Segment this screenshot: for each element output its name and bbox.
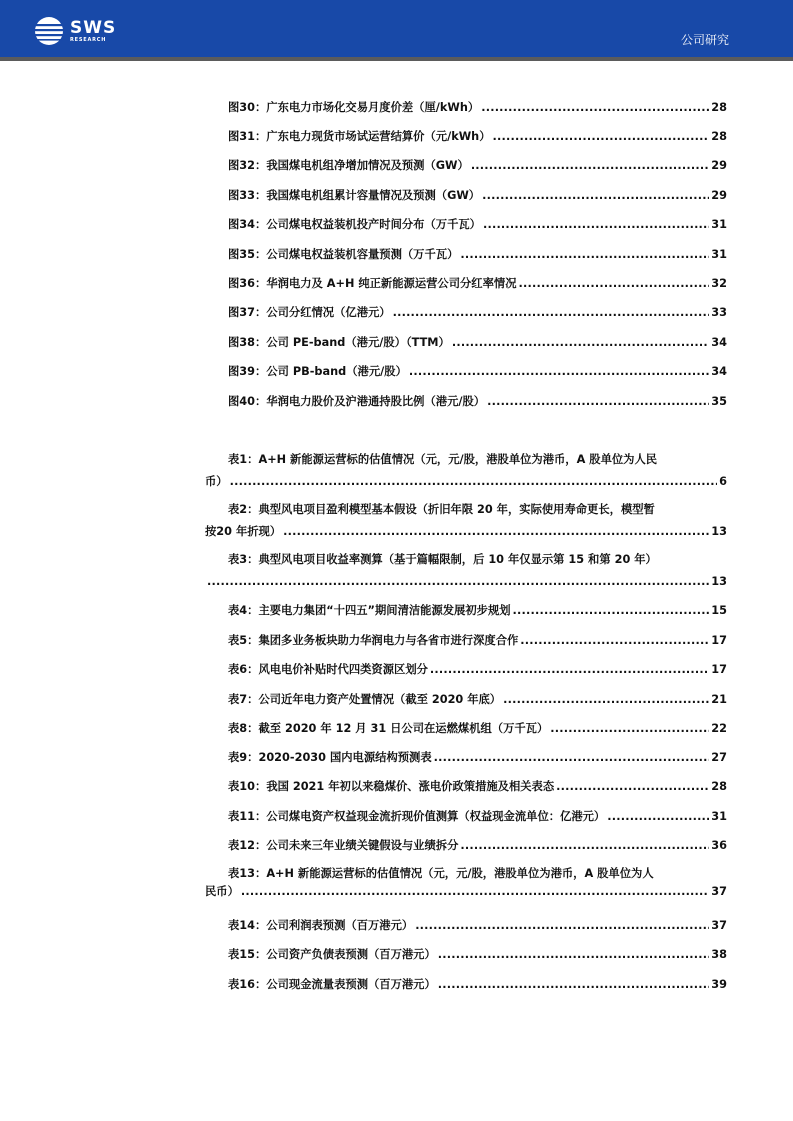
toc-page-number: 13: [711, 575, 727, 588]
toc-entry-title-continued: 民币）: [205, 885, 239, 898]
toc-entry-table[interactable]: [228, 751, 727, 765]
toc-entry-table[interactable]: [228, 604, 727, 618]
dot-leader: [520, 634, 709, 648]
toc-entry-title: 表10：我国 2021 年初以来稳煤价、涨电价政策措施及相关表态: [228, 780, 555, 793]
dot-leader: [241, 885, 709, 899]
dot-leader: [481, 101, 709, 115]
toc-entry-table[interactable]: [228, 693, 727, 707]
toc-page-number: 35: [711, 395, 727, 408]
toc-entry-figure[interactable]: [228, 306, 727, 320]
toc-page-number: 17: [711, 663, 727, 676]
toc-page-number: 27: [711, 751, 727, 764]
toc-page-number: 17: [711, 634, 727, 647]
toc-entry-table[interactable]: [228, 663, 727, 677]
dot-leader: [460, 839, 709, 853]
toc-entry-table[interactable]: [228, 810, 727, 824]
toc-page-number: 31: [711, 218, 727, 231]
toc-page-number: 31: [711, 248, 727, 261]
dot-leader: [230, 475, 718, 489]
toc-entry-table[interactable]: [228, 780, 727, 794]
toc-page-number: 32: [711, 277, 727, 290]
dot-leader: [493, 130, 710, 144]
dot-leader: [483, 218, 709, 232]
toc-entry-figure[interactable]: [228, 159, 727, 173]
toc-entry-table[interactable]: [228, 948, 727, 962]
toc-entry-table[interactable]: [205, 553, 727, 589]
dot-leader: [438, 978, 709, 992]
toc-entry-title-continued: 币）: [205, 475, 228, 488]
toc-entry-title: 表9：2020-2030 国内电源结构预测表: [228, 751, 432, 764]
toc-entry-table[interactable]: [228, 919, 727, 933]
header-label: 公司研究: [680, 33, 729, 47]
toc-entry-title: 表4：主要电力集团“十四五”期间清洁能源发展初步规划: [228, 604, 511, 617]
toc-entry-table[interactable]: [228, 634, 727, 648]
toc-entry-figure[interactable]: [228, 336, 727, 350]
toc-page-number: 31: [711, 810, 727, 823]
toc-entry-table[interactable]: [228, 978, 727, 992]
toc-entry-figure[interactable]: [228, 189, 727, 203]
dot-leader: [513, 604, 710, 618]
toc-entry-title: 表1：A+H 新能源运营标的估值情况（元，元/股，港股单位为港币，A 股单位为人民: [228, 453, 658, 466]
toc-page-number: 34: [711, 365, 727, 378]
toc-entry-title: 表3：典型风电项目收益率测算（基于篇幅限制，后 10 年仅显示第 15 和第 20 年）: [228, 553, 657, 566]
header-divider: [0, 57, 793, 61]
toc-page-number: 36: [711, 839, 727, 852]
toc-page-number: 28: [711, 101, 727, 114]
toc-entry-figure[interactable]: [228, 395, 727, 409]
toc-entry-title: 图35：公司煤电权益装机容量预测（万千瓦）: [228, 248, 459, 261]
toc-page-number: 29: [711, 159, 727, 172]
logo-subtext: RESEARCH: [70, 36, 107, 43]
dot-leader: [519, 277, 710, 291]
toc-page-number: 29: [711, 189, 727, 202]
toc-entry-title-continued: 按20 年折现）: [205, 525, 282, 538]
dot-leader: [452, 336, 709, 350]
toc-page-number: 21: [711, 693, 727, 706]
toc-entry-title: 图36：华润电力及 A+H 纯正新能源运营公司分红率情况: [228, 277, 517, 290]
toc-entry-title: 表13：A+H 新能源运营标的估值情况（元，元/股，港股单位为港币，A 股单位为人: [228, 867, 654, 880]
toc-page-number: 28: [711, 130, 727, 143]
toc-entry-figure[interactable]: [228, 130, 727, 144]
toc-entry-figure[interactable]: [228, 218, 727, 232]
globe-icon: [34, 16, 64, 46]
toc-entry-title: 图33：我国煤电机组累计容量情况及预测（GW）: [228, 189, 481, 202]
dot-leader: [393, 306, 710, 320]
toc-entry-title: 图39：公司 PB-band（港元/股）: [228, 365, 407, 378]
toc-entry-figure[interactable]: [228, 277, 727, 291]
toc-entry-figure[interactable]: [228, 248, 727, 262]
toc-page-number: 39: [711, 978, 727, 991]
header-bar: [0, 0, 793, 57]
toc-entry-title: 表2：典型风电项目盈利模型基本假设（折旧年限 20 年，实际使用寿命更长，模型暂: [228, 503, 655, 516]
toc-page-number: 6: [719, 475, 727, 488]
toc-entry-title: 表16：公司现金流量表预测（百万港元）: [228, 978, 436, 991]
toc-entry-title: 图32：我国煤电机组净增加情况及预测（GW）: [228, 159, 469, 172]
sws-logo: [34, 16, 116, 46]
dot-leader: [471, 159, 709, 173]
toc-entry-title: 图37：公司分红情况（亿港元）: [228, 306, 391, 319]
toc-entry-table[interactable]: [228, 722, 727, 736]
dot-leader: [409, 365, 709, 379]
toc-entry-title: 图40：华润电力股价及沪港通持股比例（港元/股）: [228, 395, 486, 408]
toc-entry-title: 表8：截至 2020 年 12 月 31 日公司在运燃煤机组（万千瓦）: [228, 722, 549, 735]
toc-entry-title: 表15：公司资产负债表预测（百万港元）: [228, 948, 436, 961]
toc-page-number: 37: [711, 919, 727, 932]
toc-entry-title: 表11：公司煤电资产权益现金流折现价值测算（权益现金流单位：亿港元）: [228, 810, 606, 823]
toc-entry-title: 图30：广东电力市场化交易月度价差（厘/kWh）: [228, 101, 480, 114]
dot-leader: [415, 919, 709, 933]
toc-page-number: 38: [711, 948, 727, 961]
toc-page-number: 15: [711, 604, 727, 617]
toc-page-number: 34: [711, 336, 727, 349]
toc-entry-title: 表6：风电电价补贴时代四类资源区划分: [228, 663, 428, 676]
logo-text: SWS: [70, 17, 117, 38]
dot-leader: [438, 948, 709, 962]
dot-leader: [503, 693, 709, 707]
dot-leader: [487, 395, 709, 409]
dot-leader: [607, 810, 709, 824]
dot-leader: [482, 189, 709, 203]
toc-entry-title: 表7：公司近年电力资产处置情况（截至 2020 年底）: [228, 693, 502, 706]
toc-page-number: 33: [711, 306, 727, 319]
dot-leader: [434, 751, 710, 765]
dot-leader: [460, 248, 709, 262]
toc-entry-title: 表5：集团多业务板块助力华润电力与各省市进行深度合作: [228, 634, 519, 647]
toc-entry-title: 图31：广东电力现货市场试运营结算价（元/kWh）: [228, 130, 491, 143]
dot-leader: [550, 722, 709, 736]
toc-page-number: 28: [711, 780, 727, 793]
toc-entry-table[interactable]: [205, 867, 727, 899]
dot-leader: [430, 663, 709, 677]
toc-page-number: 22: [711, 722, 727, 735]
toc-entry-title: 图38：公司 PE-band（港元/股）（TTM）: [228, 336, 450, 349]
toc-entry-figure[interactable]: [228, 101, 727, 115]
toc-entry-table[interactable]: [205, 453, 727, 489]
toc-entry-title: 表12：公司未来三年业绩关键假设与业绩拆分: [228, 839, 459, 852]
dot-leader: [207, 575, 709, 589]
toc-entry-title: 表14：公司利润表预测（百万港元）: [228, 919, 414, 932]
toc-page-number: 13: [711, 525, 727, 538]
toc-page-number: 37: [711, 885, 727, 898]
toc-entry-figure[interactable]: [228, 365, 727, 379]
toc-entry-table[interactable]: [205, 503, 727, 539]
toc-entry-table[interactable]: [228, 839, 727, 853]
dot-leader: [283, 525, 709, 539]
dot-leader: [556, 780, 709, 794]
toc-entry-title: 图34：公司煤电权益装机投产时间分布（万千瓦）: [228, 218, 481, 231]
